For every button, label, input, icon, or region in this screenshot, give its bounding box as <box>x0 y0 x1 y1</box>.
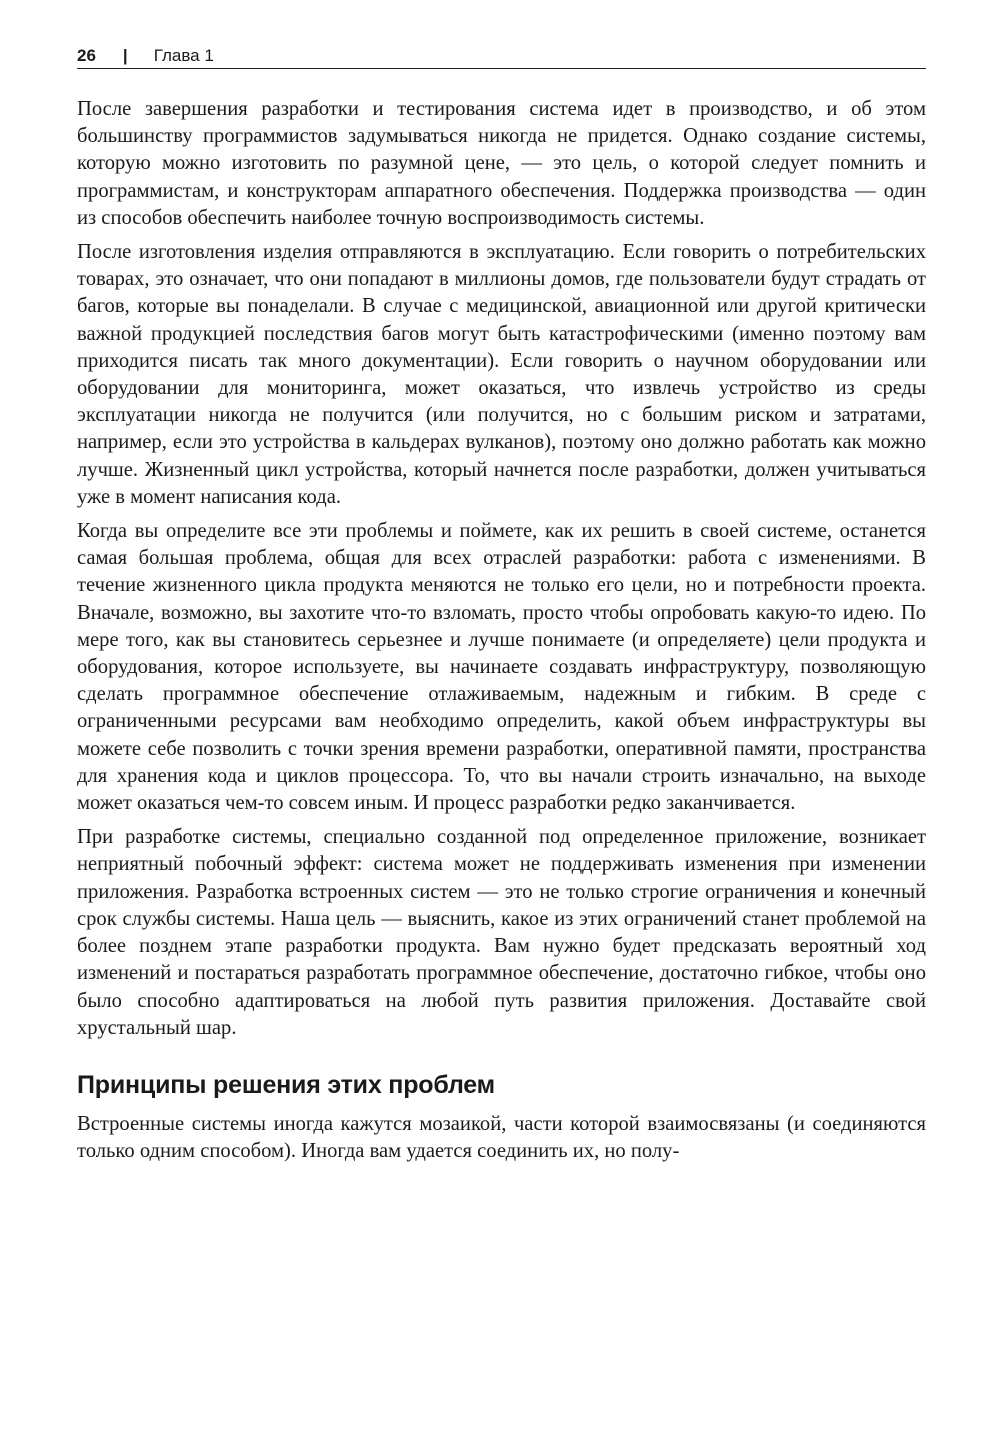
chapter-title: Глава 1 <box>153 46 214 65</box>
paragraph-2: После изготовления изделия отправляются в эксплуатацию. Если говорить о потребительских товарах, это означает, что они попадают в миллионы домов, где пользователи будут страдать от багов, которые вы понаделали. В случае с медицинской, авиационной или другой критически важной продукцией последствия багов могут быть катастрофическими (именно поэтому вам приходится писать так много документации). Если говорить о научном оборудовании или оборудовании для мониторинга, может оказаться, что извлечь устройство из среды эксплуатации никогда не получится (или получится, но с большим риском и затратами, например, если это устройства в кальдерах вулканов), поэтому оно должно работать как можно лучше. Жизненный цикл устройства, который начнется после разработки, должен учитываться уже в момент написания кода. <box>77 241 926 508</box>
paragraph-4: При разработке системы, специально созданной под определенное приложение, возникает неприятный побочный эффект: система может не поддерживать изменения при изменении приложения. Разработка встроенных систем — это не только строгие ограничения и конечный срок службы системы. Наша цель — выяснить, какое из этих ограничений станет проблемой на более позднем этапе разработки продукта. Вам нужно будет предсказать вероятный ход изменений и постараться разработать программное обеспечение, достаточно гибкое, чтобы оно было способно адаптироваться на любой путь развития приложения. Доставайте свой хрустальный шар. <box>77 826 926 1039</box>
header-separator: | <box>122 46 128 65</box>
paragraph-3: Когда вы определите все эти проблемы и поймете, как их решить в своей системе, останется самая большая проблема, общая для всех отраслей разработки: работа с изменениями. В течение жизненного цикла продукта меняются не только его цели, но и потребности проекта. Вначале, возможно, вы захотите что-то взломать, просто чтобы опробовать какую-то идею. По мере того, как вы становитесь серьезнее и лучше понимаете (и определяете) цели продукта и оборудования, которое используете, вы начинаете создавать инфраструктуру, позволяющую сделать программное обеспечение отлаживаемым, надежным и гибким. В среде с ограниченными ресурсами вам необходимо определить, какой объем инфраструктуры вы можете себе позволить с точки зрения времени разработки, оперативной памяти, пространства для хранения кода и циклов процессора. То, что вы начали строить изначально, на выходе может оказаться чем-то совсем иным. И процесс разработки редко заканчивается. <box>77 520 926 815</box>
page-number: 26 <box>77 46 96 65</box>
running-header <box>77 42 926 69</box>
section-paragraph-1: Встроенные системы иногда кажутся мозаикой, части которой взаимосвязаны (и соединяются только одним способом). Иногда вам удается соединить их, но полу- <box>77 1113 926 1163</box>
section-heading: Принципы решения этих проблем <box>77 1070 495 1099</box>
body-text <box>77 96 926 1166</box>
paragraph-1: После завершения разработки и тестирования система идет в производство, и об этом большинству программистов задумываться никогда не придется. Однако создание системы, которую можно изготовить по разумной цене, — это цель, о которой следует помнить и программистам, и конструкторам аппаратного обеспечения. Поддержка производства — один из способов обеспечить наиболее точную воспроизводимость системы. <box>77 98 926 229</box>
book-page <box>77 42 926 1173</box>
